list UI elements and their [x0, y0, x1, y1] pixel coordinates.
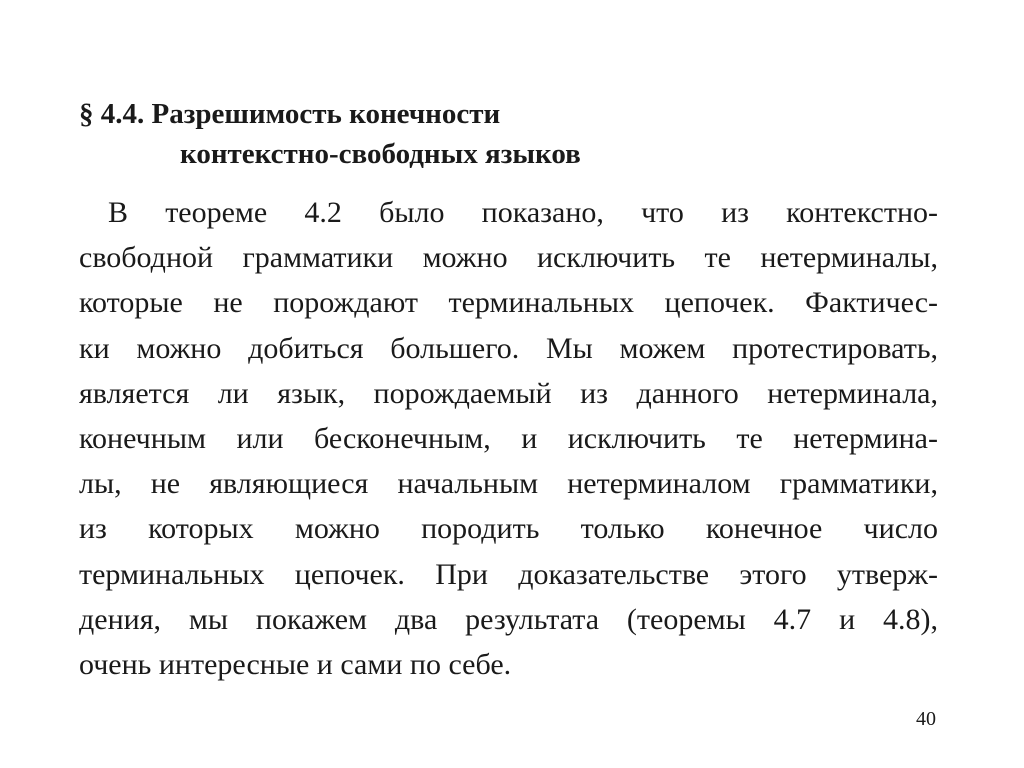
- paragraph-line-5: является ли язык, порождаемый из данного нетерминала,: [79, 376, 938, 410]
- paragraph-line-7: лы, не являющиеся начальным нетерминалом грамматики,: [79, 467, 938, 501]
- section-heading: [79, 94, 581, 174]
- paragraph-line-4: ки можно добиться большего. Мы можем протестировать,: [79, 331, 938, 365]
- paragraph-line-2: свободной грамматики можно исключить те нетерминалы,: [79, 241, 938, 275]
- page-number: 40: [916, 708, 936, 730]
- paragraph-line-8: из которых можно породить только конечное число: [79, 512, 938, 546]
- body-paragraph: [79, 190, 938, 687]
- paragraph-line-9: терминальных цепочек. При доказательстве этого утверж-: [79, 557, 938, 591]
- paragraph-line-11: очень интересные и сами по себе.: [79, 647, 512, 681]
- section-title-line-1: § 4.4. Разрешимость конечности: [79, 98, 501, 130]
- paragraph-line-1: В теореме 4.2 было показано, что из контекстно-: [108, 196, 938, 229]
- paragraph-line-6: конечным или бесконечным, и исключить те нетермина-: [79, 421, 938, 455]
- paragraph-line-3: которые не порождают терминальных цепочек. Фактичес-: [79, 286, 938, 320]
- paragraph-line-10: дения, мы покажем два результата (теоремы 4.7 и 4.8),: [79, 602, 938, 636]
- section-title-line-2: контекстно-свободных языков: [180, 138, 581, 170]
